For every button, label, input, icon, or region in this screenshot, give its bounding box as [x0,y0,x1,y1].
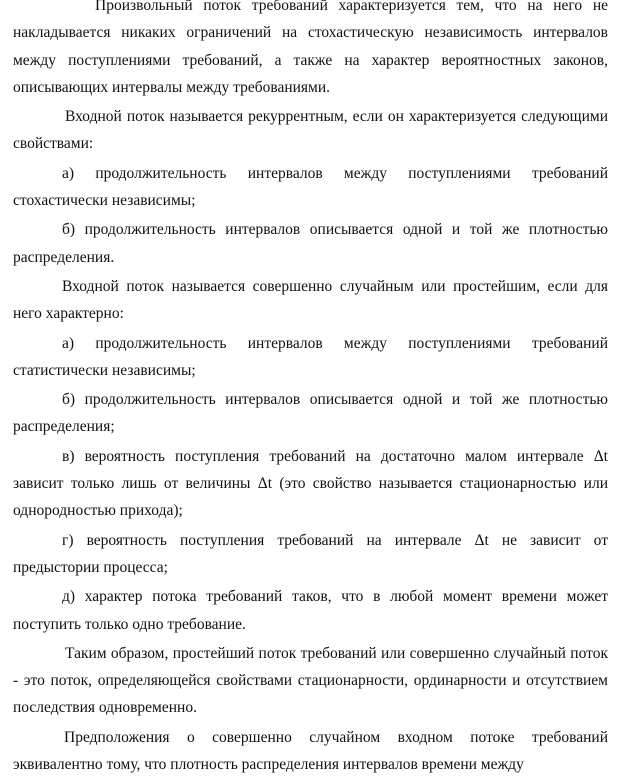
list-item-simplest-d: г) вероятность поступления требований на интервале Δt не зависит от предыстории процесса; [13,531,608,576]
paragraph-simplest-flow: Входной поток называется совершенно случайным или простейшим, если для него характерно: [13,277,608,323]
list-item-simplest-b: б) продолжительность интервалов описывается одной и той же плотностью распределения; [13,391,608,436]
list-item-simplest-e: д) характер потока требований таков, что в любой момент времени может поступить только одно требование. [13,588,608,633]
list-item-simplest-a: а) продолжительность интервалов между поступлениями требований статистически независимы; [13,334,608,379]
paragraph-conclusion: Таким образом, простейший поток требований или совершенно случайный поток - это поток, определяющейся свойствами стационарности, ординарности и отсутствием последствия одновременно. [13,644,608,717]
list-item-recurrent-b: б) продолжительность интервалов описывается одной и той же плотностью распределения. [13,221,608,266]
list-item-simplest-c: в) вероятность поступления требований на достаточно малом интервале Δt зависит только лишь от величины Δt (это свойство называется стационарностью или однородностью прихода); [13,447,608,520]
paragraph-arbitrary-flow: Произвольный поток требований характеризуется тем, что на него не накладывается никаких ограничений на стохастическую независимость интервалов между поступлениями требований, а также на характер вероятностных законов, описывающих интервалы между требованиями. [13,0,608,96]
paragraph-assumption: Предположения о совершенно случайном входном потоке требований эквивалентно тому, что плотность распределения интервалов времени между [13,728,608,774]
list-item-recurrent-a: а) продолжительность интервалов между поступлениями требований стохастически независимы; [13,164,608,210]
paragraph-recurrent-flow: Входной поток называется рекуррентным, если он характеризуется следующими свойствами: [13,108,608,153]
